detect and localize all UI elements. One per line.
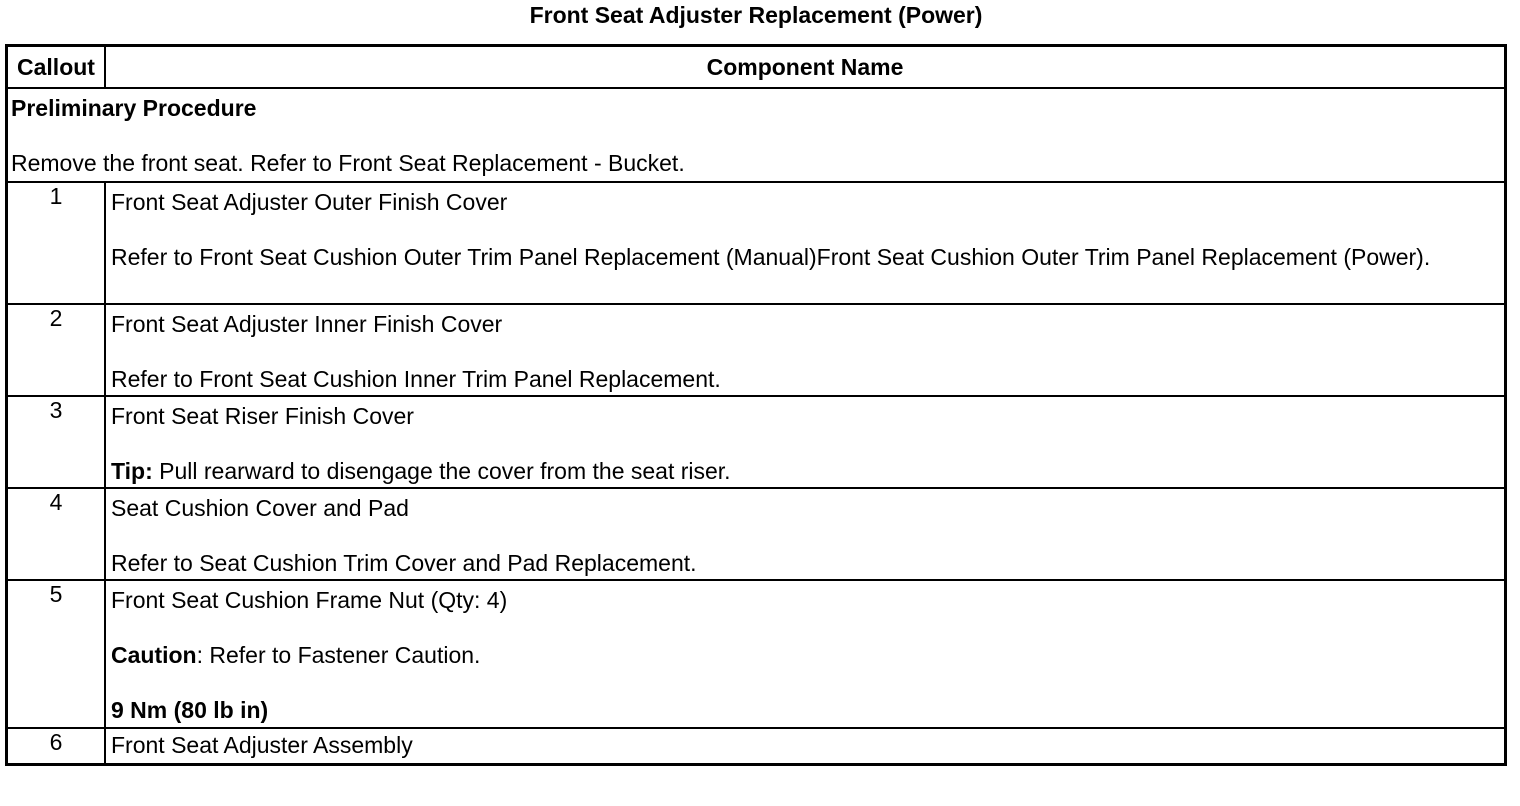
component-note: Refer to Front Seat Cushion Inner Trim Panel Replacement. bbox=[111, 366, 721, 392]
table-row bbox=[7, 304, 1506, 396]
procedure-table bbox=[5, 44, 1507, 766]
table-row bbox=[7, 580, 1506, 728]
component-cell bbox=[105, 488, 1506, 580]
component-note bbox=[111, 642, 1499, 669]
torque-spec: 9 Nm (80 lb in) bbox=[111, 697, 269, 723]
component-name: Front Seat Adjuster Outer Finish Cover bbox=[111, 189, 508, 215]
component-cell bbox=[105, 304, 1506, 396]
component-cell bbox=[105, 396, 1506, 488]
preliminary-heading: Preliminary Procedure bbox=[11, 95, 257, 121]
component-note: Refer to Front Seat Cushion Outer Trim Panel Replacement (Manual)Front Seat Cushion Outer Trim Panel Replacement (Power). bbox=[111, 244, 1431, 270]
component-cell bbox=[105, 580, 1506, 728]
table-row bbox=[7, 396, 1506, 488]
component-name-column-header: Component Name bbox=[105, 46, 1506, 89]
preliminary-text: Remove the front seat. Refer to Front Seat Replacement - Bucket. bbox=[11, 150, 685, 176]
callout-number: 1 bbox=[7, 182, 106, 304]
table-row bbox=[7, 182, 1506, 304]
page-title: Front Seat Adjuster Replacement (Power) bbox=[529, 2, 983, 28]
component-name: Front Seat Adjuster Inner Finish Cover bbox=[111, 311, 503, 337]
tip-text: Pull rearward to disengage the cover from the seat riser. bbox=[152, 458, 731, 484]
table-row bbox=[7, 728, 1506, 764]
tip-label: Tip: bbox=[111, 458, 153, 484]
callout-number: 3 bbox=[7, 396, 106, 488]
table-row bbox=[7, 488, 1506, 580]
caution-label: Caution bbox=[111, 642, 197, 668]
callout-number: 2 bbox=[7, 304, 106, 396]
component-cell bbox=[105, 182, 1506, 304]
table-header-row bbox=[7, 46, 1506, 89]
preliminary-cell bbox=[7, 88, 1506, 182]
component-note bbox=[111, 458, 1499, 485]
callout-number: 5 bbox=[7, 580, 106, 728]
component-cell bbox=[105, 728, 1506, 764]
callout-number: 6 bbox=[7, 728, 106, 764]
preliminary-row bbox=[7, 88, 1506, 182]
component-name: Front Seat Cushion Frame Nut (Qty: 4) bbox=[111, 587, 508, 613]
component-name: Front Seat Riser Finish Cover bbox=[111, 403, 414, 429]
callout-column-header: Callout bbox=[7, 46, 106, 89]
component-name: Seat Cushion Cover and Pad bbox=[111, 495, 409, 521]
component-note: Refer to Seat Cushion Trim Cover and Pad Replacement. bbox=[111, 550, 697, 576]
caution-text: : Refer to Fastener Caution. bbox=[196, 642, 481, 668]
callout-number: 4 bbox=[7, 488, 106, 580]
component-name: Front Seat Adjuster Assembly bbox=[111, 732, 413, 759]
